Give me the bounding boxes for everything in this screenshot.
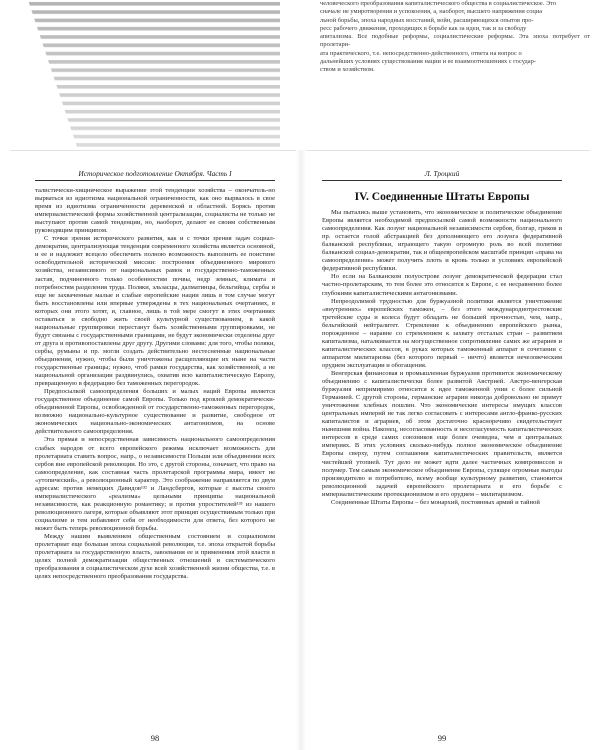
right-page [322,168,562,743]
page-number-left: 98 [150,733,160,743]
right-page-body [322,187,562,507]
right-running-head [322,168,562,181]
paragraph: Мы пытались выше установить, что экономическое и политическое объединение Европы является необходимой предпосылкой самой возможности национального самоопределения. Как лозунг национальной независимости сербов, болгар, греков и пр. остается голой абстракцией без дополняющего его лозунга федеративной балканской республики, играющего такую огромную роль во всей политике балканской социал-демократии, так и общеевропейском масштабе принцип «права на самоопределение» может получить плоть и кровь только в условиях европейской федеративной республики. [322,209,562,273]
paragraph: Соединенные Штаты Европы – без монархий, постоянных армий и тайной [331,498,540,506]
previous-spread-line: апитализма. Все подобные реформы, социалистические реформы. Эта эпоха потребует от пролетари- [320,33,590,49]
previous-spread-line: ата практического, т.е. непосредственно-действенного, ответа на вопрос о [320,49,522,57]
paragraph: Предпосылкой самоопределения больших и малых наций Европы является государственное объединение самой Европы. Только под кровлей демократически-объединенной Европы, освобожденной от государственно-таможенных перегородок, возможно национально-культурное существование и развитие, свободное от экономических национально-экономических антагонизмов, на основе действительного самоопределения. [35,388,275,436]
previous-spread-line: ством и хозяйством. [320,66,375,74]
paragraph: талистически-хищническое выражение этой тенденции хозяйства – окончатель-но вырваться из идиотизма национальной ограниченности, как оно вырвалось в свое время из идиотизма ограниченности деревенской и областной. Борясь против империалистической формы хозяйственной централизации, социалисты не только не выступают против самой тенденции, но, наоборот, делают ее своим собственным руководящим принципом. [35,187,275,235]
gutter-shadow [296,150,306,750]
paragraph: Венгерская финансовая и промышленная буржуазия противится экономическому объединению с капиталистически более развитой Австрией. Австро-венгерская буржуазия непримиримо относится к идее таможенной унии с более сильной Германией. С другой стороны, германские аграрии никогда добровольно не примут уничтожения хлебных пошлин. Что экономические интересы имущих классов центральных империй не так легко согласовать с интересами англо-франко-русских капиталистов и аграриев, об этом достаточно красноречиво свидетельствует нынешняя война. Наконец, несогласованность и несогласуемость капиталистических интересов в среде самих союзников еще более очевидна, чем в центральных империях. В этих условиях сколько-нибудь полное экономическое объединение Европы сверху, путем соглашения капиталистических правительств, является чистейшей утопией. Тут дело не может идти далее частичных компромиссов и полумер. Тем самым экономическое объединение Европы, сулящее огромные выгоды производителю и потребителю, всему вообще культурному развитию, становится революционной задачей европейского пролетариата в его борьбе с империалистическим протекционизмом и его орудием – милитаризмом. [322,369,562,498]
previous-spread-line: дальнейших условиях существования нации и ее взаимоотношениях с государ- [320,58,536,66]
left-running-head [35,168,275,181]
page-curl-left [18,0,280,150]
paragraph: Но если на Балканском полуострове лозунг демократической федерации стал частно-пролетарским, то тем более это относится к Европе, с ее несравненно более глубокими капиталистическими антагонизмами. [322,273,562,297]
left-page [35,168,275,743]
paragraph: Непреодолимой трудностью для буржуазной политики является уничтожение «внутренних» европейских таможен, – без этого международнотрестовские третейские суды и колеса будут обладать не большей прочностью, чем, напр., бельгийский нейтралитет. Стремление к объединению европейского рынка, порожденное – наравне со стремлением к захвату отсталых стран – развитием капитализма, наталкивается на могущественное сопротивление самих же аграриев и капиталистических классов, в руках которых таможенный аппарат в сочетании с аппаратом милитаризма (без которого первый – ничто) является нечеловеческим орудием эксплуатации и обогащения. [322,297,562,369]
previous-spread-line: сначале не умиротворения и успокоения, а, наоборот, высшего напряжения социа [320,8,543,16]
chapter-title: IV. Соединенные Штаты Европы [354,190,530,203]
left-page-body [35,187,275,581]
paragraph: С точки зрения исторического развития, как и с точки зрения задач социал-демократии, централизующая тенденция современного хозяйства является основной, и ее и надлежит всецело обеспечить полною возможность выполнить ее поистине освободительной исторической миссии: построения объединенного мирового хозяйства, независимого от национальных рамок и государственно-таможенных застав, подчиненного только особенностям почвы, недр земных, климата и потребностям разделения труда. Поляки, эльзасцы, далматинцы, бельгийцы, сербы и еще не захваченные малые и слабые европейские нации лишь в том случае могут быть восстановлены или впервые утверждены в тех национальных очертаниях, в которых они этого хотят, и, главное, лишь в той мере смогут в этих очертаниях оставаться и свободно жить своей культурной существованием, в какой национальные группировки перестанут быть хозяйственными группировками, не будут связаны с государственными границами, не будут экономически отделены друг от друга и противопоставлены друг другу. Другими словами: для того, чтобы поляки, сербы, румыны и пр. могли создать действительно нестесненные национальные объединения, нужно, чтобы были уничтожены расщепляющие их ныне на части государственные границы; нужно, чтоб рамки государства, как хозяйственной, а не национальной организации раздвинулись, охватив всю капиталистическую Европу, превращенную в федерацию без таможенных перегородок. [35,235,275,388]
previous-spread-left [18,0,280,150]
previous-spread-line: ресс рабочего движения, проходящих в борьбе как за идеи, так и за свободу [320,24,527,32]
previous-spread-right [320,0,590,150]
previous-spread-line: человеческого преобразования капиталистического общества в социалистическое. Это [320,0,557,7]
paragraph: Эта прямая и непосредственная зависимость национального самоопределения слабых народов от всего европейского режима исключает возможность для пролетариата ставить вопрос, напр., о независимости Польши или объединении всех сербов вне европейской революции. Но это, с другой стороны, означает, что право на самоопределение, как составная часть пролетарской программы мира, имеет не «утопический», а революционный характер. Это соображение направляется по двум адресам: против немецких Давидов¹³² и Ландсбергов, которые с высоты своего империалистического «реализма» цельными принципы национальной независимости, как реакционную романтику; и против упростителей¹³³ из нашего революционного лагеря, которые объявляют этот принцип осуществимым только при социализме и тем избавляют себя от необходимости для ответа, без которого не может быть теперь революционной борьбы. [35,436,275,532]
running-head-author: Л. Троцкий [424,169,460,178]
paragraph: Между нашим выявлением общественным состоянием и социализмом пролетариат еще большая эпоха социальной революции, т.е. эпоха открытой борьбы пролетариата за государственную власть, завоевания ее и применения этой власти в целях полной демократизации общественных отношений и систематического преобразования в социалистическом духе всей хозяйственной жизни общества, т.е. в целях непосредственного преобразования государства. [35,533,275,581]
running-head-title: Историческое подготовление Октября. Часть I [78,169,232,178]
previous-spread-line: льной борьбы, эпоха народных восстаний, войн, расширяющихся опытов про- [320,16,534,24]
page-number-right: 99 [437,733,447,743]
